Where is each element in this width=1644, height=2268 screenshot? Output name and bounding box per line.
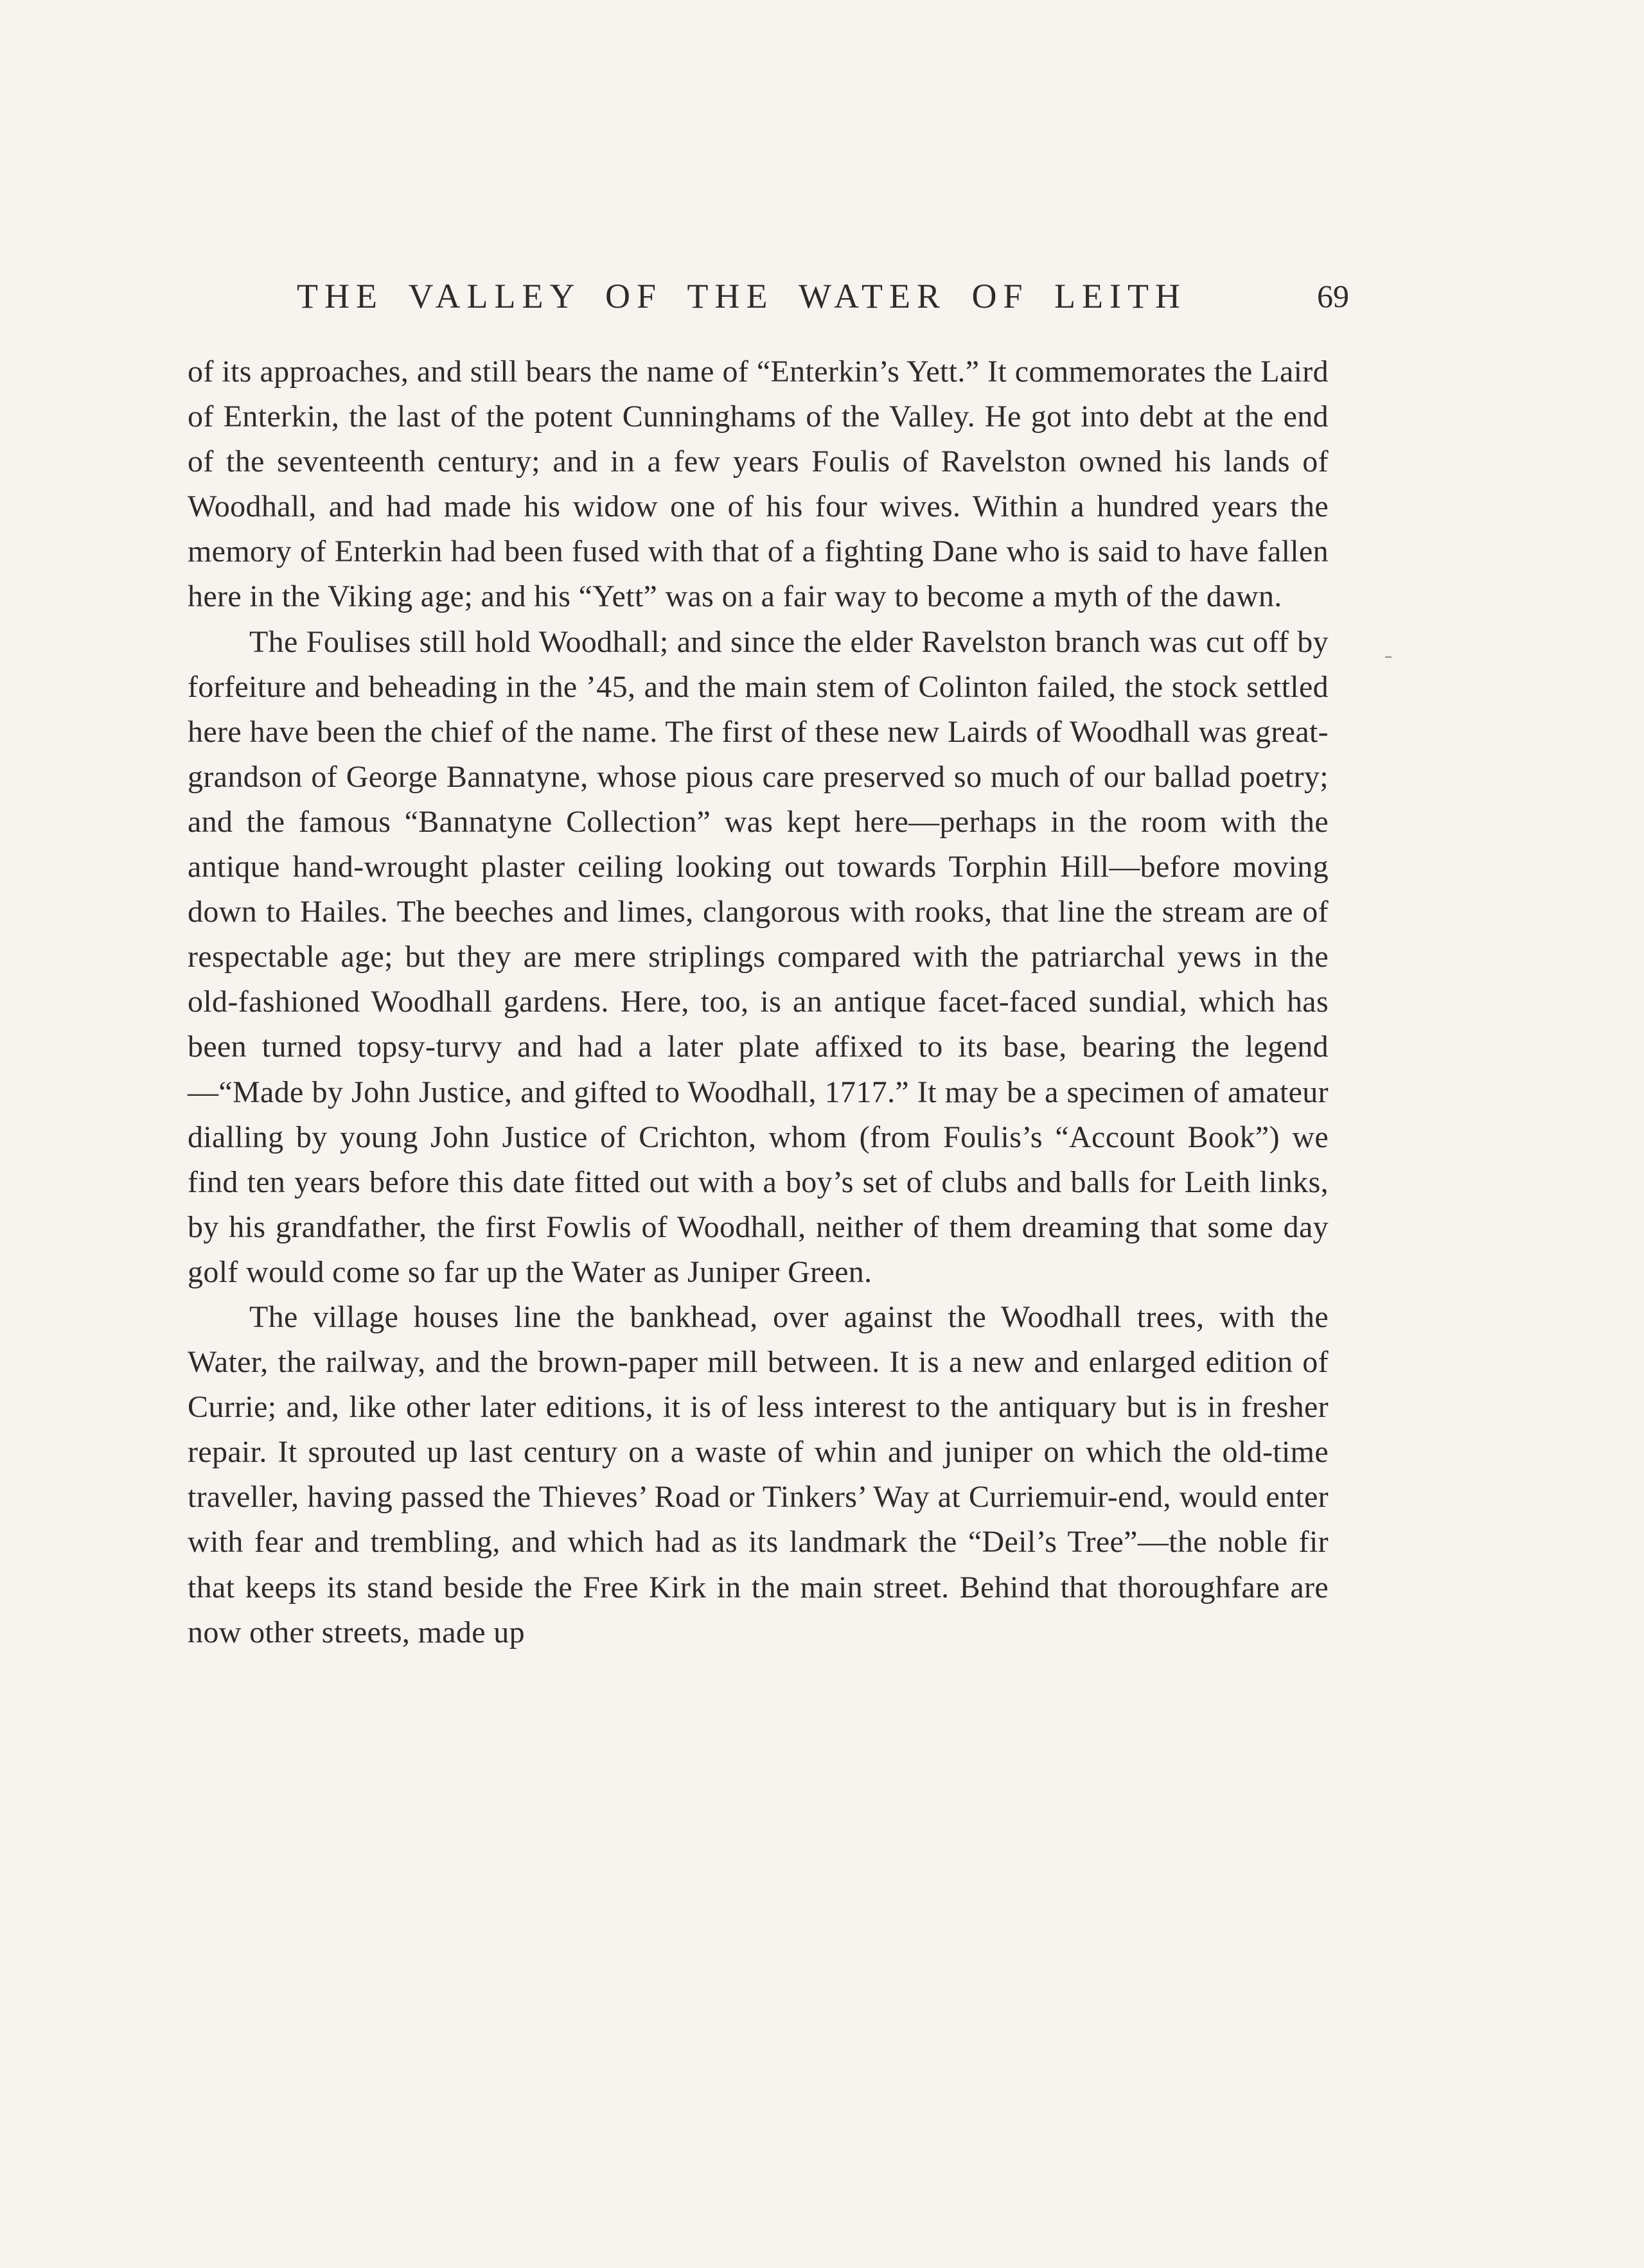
paragraph-1: of its approaches, and still bears the name of “Enterkin’s Yett.” It commemorates the Laird of Enterkin, the last of the potent Cunninghams of the Valley. He got into debt at the end of the seventeenth century; and in a few years Foulis of Ravelston owned his lands of Woodhall, and had made his widow one of his four wives. Within a hundred years the memory of Enterkin had been fused with that of a fighting Dane who is said to have fallen here in the Viking age; and his “Yett” was on a fair way to become a myth of the dawn. xyxy=(188,355,1329,614)
paragraph-3: The village houses line the bankhead, over against the Woodhall trees, with the Water, the railway, and the brown-paper mill between. It is a new and enlarged edition of Currie; and, like other later editions, it is of less interest to the antiquary but is in fresher repair. It sprouted up last century on a waste of whin and juniper on which the old-time traveller, having passed the Thieves’ Road or Tinkers’ Way at Curriemuir-end, would enter with fear and trembling, and which had as its landmark the “Deil’s Tree”—the noble fir that keeps its stand beside the Free Kirk in the main street. Behind that thoroughfare are now other streets, made up xyxy=(188,1299,1329,1649)
page-number: 69 xyxy=(1317,278,1349,314)
body-text xyxy=(188,349,1329,1655)
running-title: THE VALLEY OF THE WATER OF LEITH xyxy=(297,277,1187,315)
margin-mark xyxy=(1385,656,1392,658)
page-header xyxy=(188,274,1349,319)
paragraph-2: The Foulises still hold Woodhall; and since the elder Ravelston branch was cut off by forfeiture and beheading in the ’45, and the main stem of Colinton failed, the stock settled here have been the chief of the name. The first of these new Lairds of Woodhall was great-grandson of George Bannatyne, whose pious care preserved so much of our ballad poetry; and the famous “Bannatyne Collection” was kept here—perhaps in the room with the antique hand-wrought plaster ceiling looking out towards Torphin Hill—before moving down to Hailes. The beeches and limes, clangorous with rooks, that line the stream are of respectable age; but they are mere striplings compared with the patriarchal yews in the old-fashioned Woodhall gardens. Here, too, is an antique facet-faced sundial, which has been turned topsy-turvy and had a later plate affixed to its base, bearing the legend—“Made by John Justice, and gifted to Woodhall, 1717.” It may be a specimen of amateur dialling by young John Justice of Crichton, whom (from Foulis’s “Account Book”) we find ten years before this date fitted out with a boy’s set of clubs and balls for Leith links, by his grandfather, the first Fowlis of Woodhall, neither of them dreaming that some day golf would come so far up the Water as Juniper Green. xyxy=(188,624,1329,1289)
